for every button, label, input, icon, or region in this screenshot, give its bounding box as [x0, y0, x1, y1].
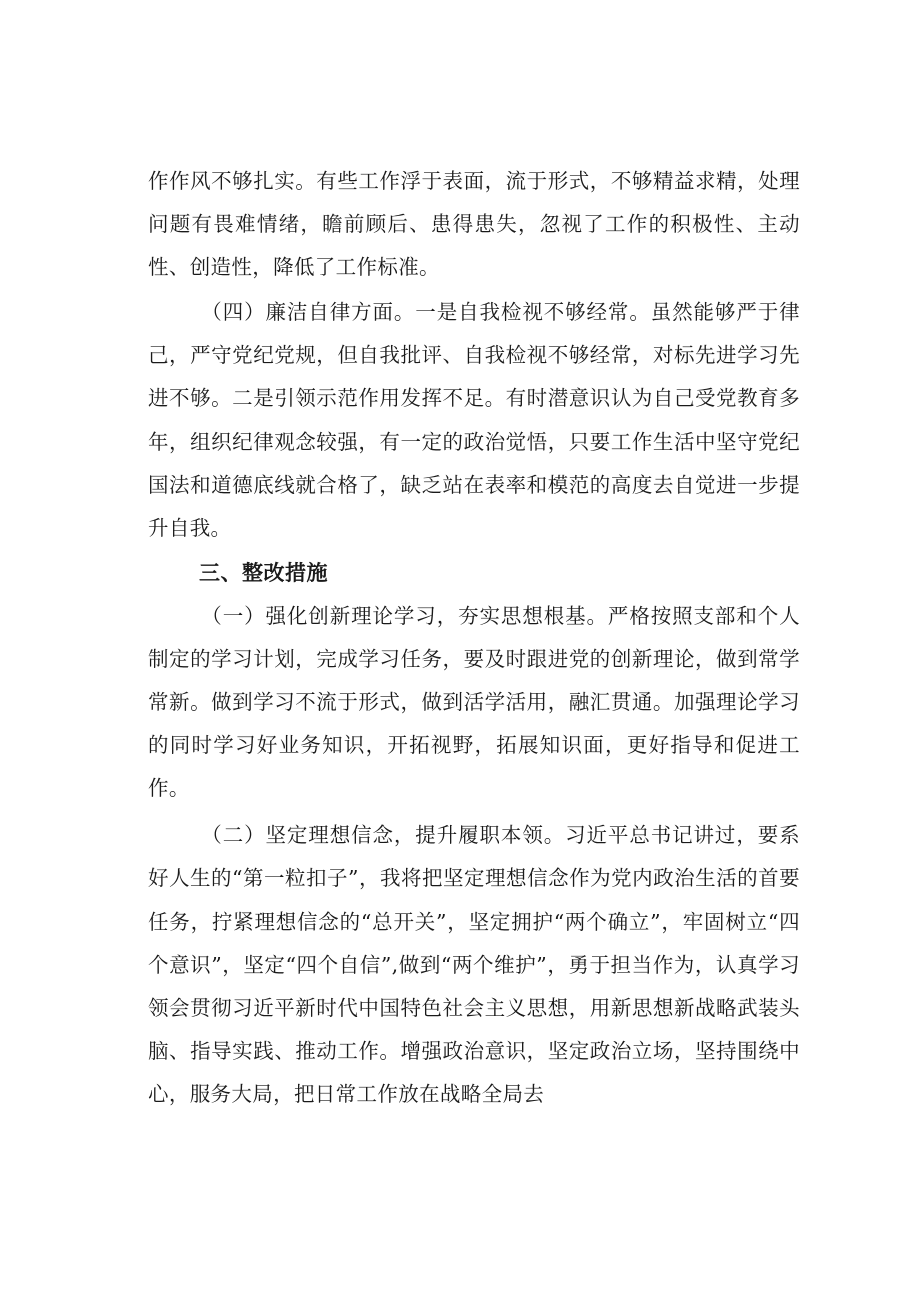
- paragraph-measure-2: （二）坚定理想信念，提升履职本领。习近平总书记讲过，要系好人生的“第一粒扣子”，我将把坚定理想信念作为党内政治生活的首要任务，拧紧理想信念的“总开关”，坚定拥护“两个确立”，牢固树立“四个意识”，坚定“四个自信”,做到“两个维护”，勇于担当作为，认真学习领会贯彻习近平新时代中国特色社会主义思想，用新思想新战略武装头脑、指导实践、推动工作。增强政治意识，坚定政治立场，坚持围绕中心，服务大局，把日常工作放在战略全局去: [148, 823, 800, 1106]
- section-heading: 三、整改措施: [199, 560, 328, 585]
- paragraph-integrity: （四）廉洁自律方面。一是自我检视不够经常。虽然能够严于律己，严守党纪党规，但自我批评、自我检视不够经常，对标先进学习先进不够。二是引领示范作用发挥不足。有时潜意识认为自己受党教育多年，组织纪律观念较强，有一定的政治觉悟，只要工作生活中坚守党纪国法和道德底线就合格了，缺乏站在表率和模范的高度去自觉进一步提升自我。: [148, 300, 800, 540]
- paragraph-work-style: 作作风不够扎实。有些工作浮于表面，流于形式，不够精益求精，处理问题有畏难情绪，瞻前顾后、患得患失，忽视了工作的积极性、主动性、创造性，降低了工作标准。: [148, 169, 800, 280]
- paragraph-measure-1: （一）强化创新理论学习，夯实思想根基。严格按照支部和个人制定的学习计划，完成学习任务，要及时跟进党的创新理论，做到常学常新。做到学习不流于形式，做到活学活用，融汇贯通。加强理论学习的同时学习好业务知识，开拓视野，拓展知识面，更好指导和促进工作。: [148, 603, 800, 801]
- document-page: [148, 160, 800, 1116]
